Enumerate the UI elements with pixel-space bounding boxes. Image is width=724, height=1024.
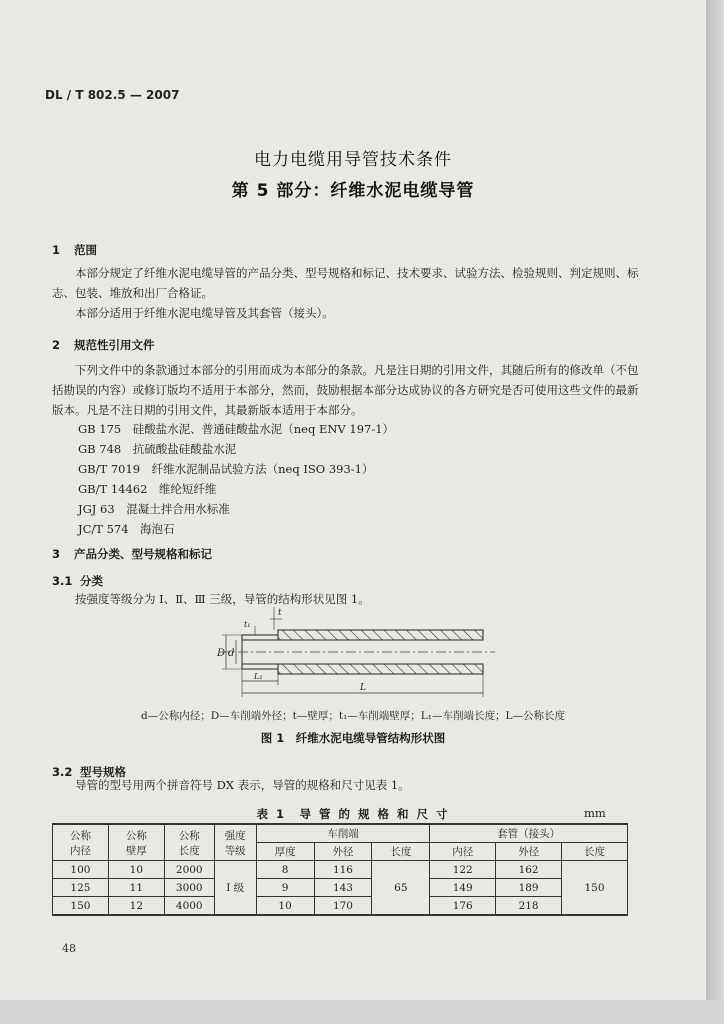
dim-label-L1: L₁ <box>254 672 263 681</box>
section-3-2-heading: 3.2 型号规格 <box>52 765 126 779</box>
pipe-wall-bottom <box>278 664 483 674</box>
dim-label-L: L <box>360 683 366 693</box>
header-cell: 长度 <box>562 843 628 861</box>
figure-caption: 图 1 纤维水泥电缆导管结构形状图 <box>260 731 446 745</box>
reference-item: JC/T 574 海泡石 <box>78 522 175 536</box>
dim-label-d: d <box>228 648 235 659</box>
header-cell: 外径 <box>496 843 562 861</box>
pipe-wall-top <box>278 630 483 640</box>
conduit-diagram <box>200 605 500 701</box>
grade-cell: Ⅰ 级 <box>214 861 256 916</box>
reference-item: GB/T 7019 纤维水泥制品试验方法（neq ISO 393-1） <box>78 462 374 476</box>
reference-item: JGJ 63 混凝土拌合用水标准 <box>78 502 230 516</box>
turned-end-wall-top <box>242 635 278 640</box>
dim-label-t: t <box>278 608 282 618</box>
header-cell: 强度 等级 <box>214 824 256 861</box>
standard-number: DL / T 802.5 — 2007 <box>45 88 180 102</box>
header-cell: 厚度 <box>256 843 314 861</box>
reference-item: GB/T 14462 维纶短纤维 <box>78 482 217 496</box>
header-cell: 长度 <box>372 843 430 861</box>
turned-length-cell: 65 <box>372 861 430 916</box>
section-2-paragraph: 下列文件中的条款通过本部分的引用而成为本部分的条款。凡是注日期的引用文件，其随后所有的修改单（不包括勘误的内容）或修订版均不适用于本部分，然而，鼓励根据本部分达成协议的各方研究是否可使用这些文件的最新版本。凡是不注日期的引用文件，其最新版本适用于本部分。 <box>52 363 639 417</box>
section-3-heading: 3 产品分类、型号规格和标记 <box>52 547 212 561</box>
section-3-2-paragraph: 导管的型号用两个拼音符号 DX 表示，导管的规格和尺寸见表 1。 <box>75 778 410 792</box>
reference-item: GB 175 硅酸盐水泥、普通硅酸盐水泥（neq ENV 197-1） <box>78 422 395 436</box>
table-row: 150 12 4000 10 170 176 218 <box>53 897 628 916</box>
section-1-heading: 1 范围 <box>52 243 97 257</box>
table-row: 100 10 2000 Ⅰ 级 8 116 65 122 162 150 <box>53 861 628 879</box>
section-3-1-paragraph: 按强度等级分为 Ⅰ、Ⅱ、Ⅲ 三级，导管的结构形状见图 1。 <box>75 592 370 606</box>
figure-legend: d—公称内径；D—车削端外径；t—壁厚；t₁—车削端壁厚；L₁—车削端长度；L—公称长度 <box>141 710 565 722</box>
dim-label-D: D <box>217 648 226 659</box>
sleeve-length-cell: 150 <box>562 861 628 916</box>
section-1-paragraph: 本部分适用于纤维水泥电缆导管及其套管（接头）。 <box>75 306 334 320</box>
table-row: 125 11 3000 9 143 149 189 <box>53 879 628 897</box>
document-title: 电力电缆用导管技术条件 <box>254 150 452 170</box>
page-edge-shadow <box>706 0 724 1024</box>
section-1-paragraph: 本部分规定了纤维水泥电缆导管的产品分类、型号规格和标记、技术要求、试验方法、检验规则、判定规则、标志、包装、堆放和出厂合格证。 <box>52 266 639 300</box>
turned-end-wall-bottom <box>242 664 278 669</box>
header-cell: 公称 内径 <box>53 824 109 861</box>
section-2-heading: 2 规范性引用文件 <box>52 338 155 352</box>
page-number: 48 <box>62 942 76 955</box>
header-cell: 公称 壁厚 <box>108 824 164 861</box>
reference-item: GB 748 抗硫酸盐硅酸盐水泥 <box>78 442 237 456</box>
header-cell: 公称 长度 <box>164 824 214 861</box>
table-caption: 表 1 导 管 的 规 格 和 尺 寸 <box>256 807 450 821</box>
spec-table <box>52 823 628 916</box>
dim-label-t1: t₁ <box>244 620 251 629</box>
header-cell: 外径 <box>314 843 372 861</box>
document-subtitle: 第 5 部分：纤维水泥电缆导管 <box>231 181 475 201</box>
header-cell: 车削端 <box>256 824 430 843</box>
header-cell: 内径 <box>430 843 496 861</box>
scan-bottom-margin <box>0 1000 724 1024</box>
header-cell: 套管（接头） <box>430 824 628 843</box>
section-3-1-heading: 3.1 分类 <box>52 574 103 588</box>
table-unit: mm <box>584 806 606 820</box>
